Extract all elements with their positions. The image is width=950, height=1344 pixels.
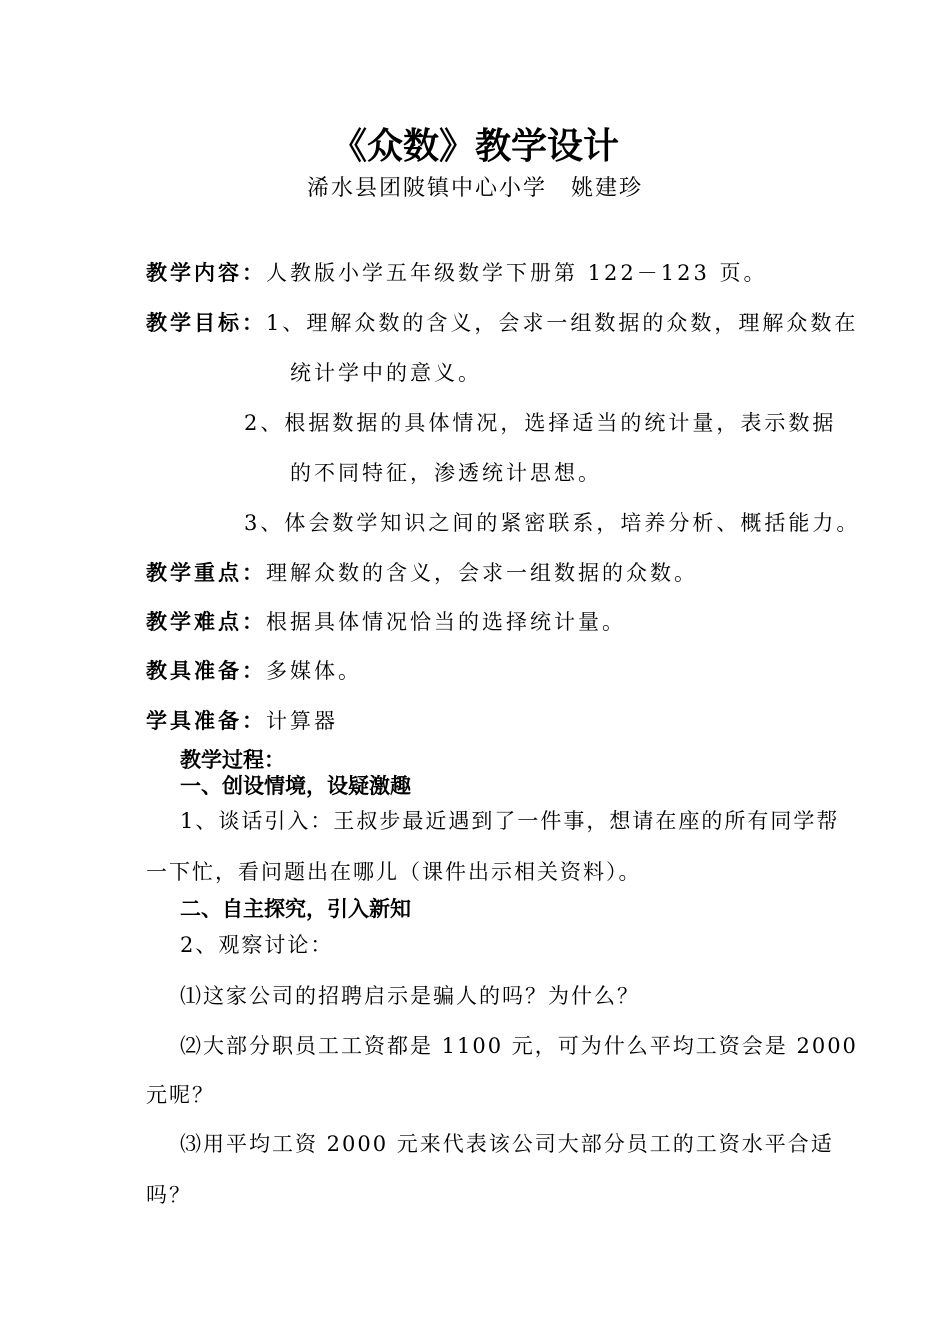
question-3-line-1: ⑶用平均工资 2000 元来代表该公司大部分员工的工资水平合适 [180,1132,834,1156]
difficulty-text: 根据具体情况恰当的选择统计量。 [266,610,626,634]
teaching-content-text: 人教版小学五年级数学下册第 122－123 页。 [266,261,768,285]
student-tools-row [146,706,338,736]
teaching-content-row [146,258,768,288]
tools-label: 教具准备： [146,659,266,683]
document-title: 《众数》教学设计 [330,126,619,167]
author-line: 浠水县团陂镇中心小学 姚建珍 [306,176,643,201]
paragraph-1-line-1: 1、谈话引入：王叔步最近遇到了一件事，想请在座的所有同学帮 [180,809,840,833]
teaching-content-label: 教学内容： [146,261,266,285]
teaching-goals-label: 教学目标： [146,311,266,335]
section-1-heading: 一、创设情境，设疑激趣 [180,774,411,798]
tools-row [146,656,362,686]
question-2-line-1: ⑵大部分职员工工资都是 1100 元，可为什么平均工资会是 2000 [180,1034,858,1058]
student-tools-label: 学具准备： [146,709,266,733]
section-2-heading: 二、自主探究，引入新知 [180,897,411,921]
goal-3: 3、体会数学知识之间的紧密联系，培养分析、概括能力。 [244,511,861,535]
difficulty-row [146,607,626,637]
paragraph-2: 2、观察讨论： [180,933,334,957]
question-3-line-2: 吗？ [146,1183,192,1207]
paragraph-1-line-2: 一下忙，看问题出在哪儿（课件出示相关资料）。 [146,860,642,884]
goal-1-line-1: 1、理解众数的含义，会求一组数据的众数，理解众数在 [266,311,859,335]
teaching-goals-row [146,308,858,338]
tools-text: 多媒体。 [266,659,362,683]
difficulty-label: 教学难点： [146,610,266,634]
question-2-line-2: 元呢？ [146,1083,215,1107]
question-1: ⑴这家公司的招聘启示是骗人的吗？为什么？ [180,984,640,1008]
student-tools-text: 计算器 [266,709,338,733]
key-point-row [146,558,698,588]
process-heading: 教学过程： [180,748,285,772]
goal-2-line-2: 的不同特征，渗透统计思想。 [290,461,602,485]
key-point-text: 理解众数的含义，会求一组数据的众数。 [266,561,698,585]
goal-1-line-2: 统计学中的意义。 [290,361,482,385]
key-point-label: 教学重点： [146,561,266,585]
goal-2-line-1: 2、根据数据的具体情况，选择适当的统计量，表示数据 [244,411,837,435]
